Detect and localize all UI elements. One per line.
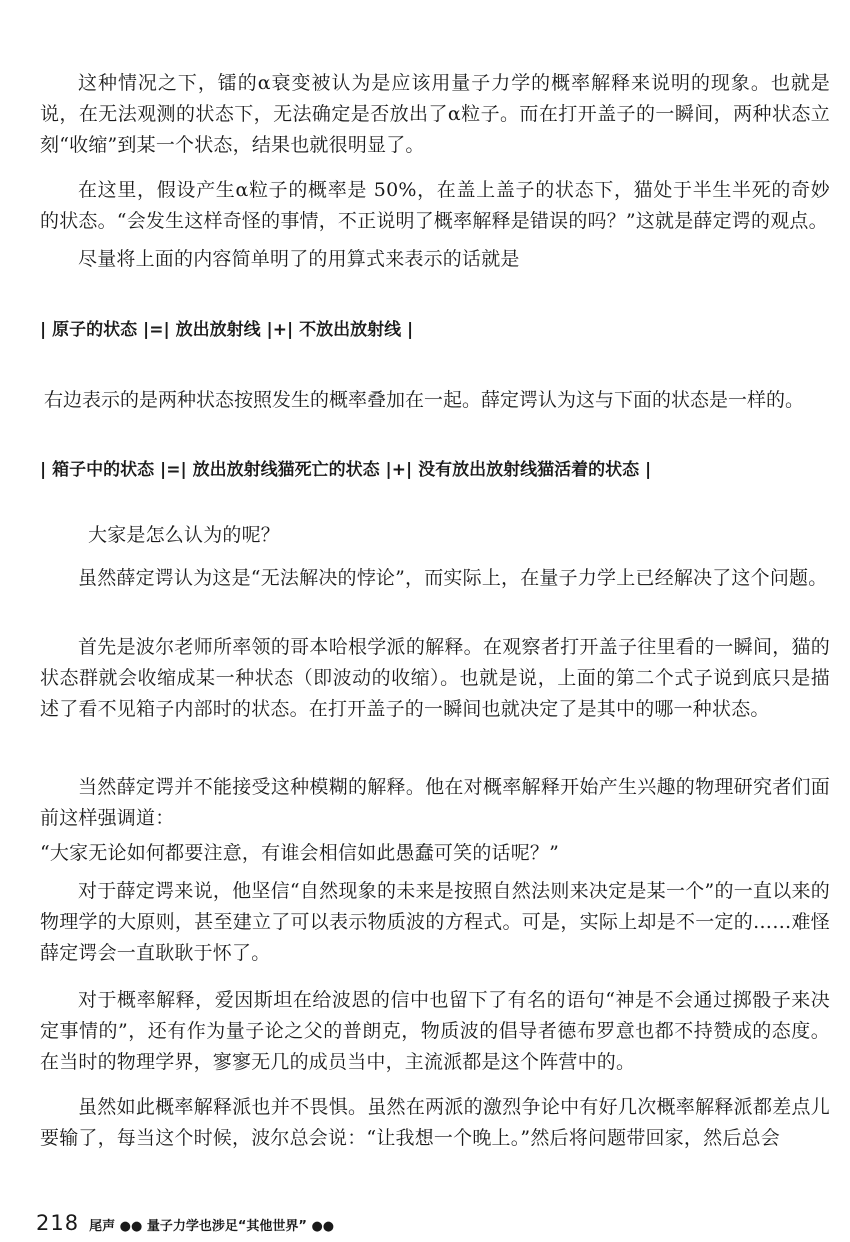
page-number: 218 (36, 1211, 80, 1235)
explanation-text: 右边表示的是两种状态按照发生的概率叠加在一起。薛定谔认为这与下面的状态是一样的。 (44, 389, 805, 411)
paragraph: 对于概率解释，爱因斯坦在给波恩的信中也留下了有名的语句“神是不会通过掷骰子来决定事情的”，还有作为量子论之父的普朗克，物质波的倡导者德布罗意也都不持赞成的态度。在当时的物理学界，寥寥无几的成员当中，主流派都是这个阵营中的。 (40, 989, 830, 1073)
page-footer (36, 1208, 736, 1235)
formula-atom-state: | 原子的状态 |=| 放出放射线 |+| 不放出放射线 | (40, 320, 414, 340)
paragraph: 虽然如此概率解释派也并不畏惧。虽然在两派的激烈争论中有好几次概率解释派都差点儿要输了，每当这个时候，波尔总会说：“让我想一个晚上。”然后将问题带回家，然后总会 (40, 1096, 830, 1149)
formula-box-state: | 箱子中的状态 |=| 放出放射线猫死亡的状态 |+| 没有放出放射线猫活着的状态 | (40, 460, 652, 480)
quote-paragraph: “大家无论如何都要注意，有谁会相信如此愚蠢可笑的话呢？” (40, 842, 560, 864)
paragraph: 大家是怎么认为的呢？ (88, 524, 281, 546)
paragraph: 对于薛定谔来说，他坚信“自然现象的未来是按照自然法则来决定是某一个”的一直以来的物理学的大原则，甚至建立了可以表示物质波的方程式。可是，实际上却是不一定的……难怪薛定谔会一直耿耿于怀了。 (40, 880, 830, 964)
paragraph: 首先是波尔老师所率领的哥本哈根学派的解释。在观察者打开盖子往里看的一瞬间，猫的状态群就会收缩成某一种状态（即波动的收缩）。也就是说，上面的第二个式子说到底只是描述了看不见箱子内部时的状态。在打开盖子的一瞬间也就决定了是其中的哪一种状态。 (40, 636, 830, 720)
running-title: 尾声 ●● 量子力学也涉足“其他世界” ●● (89, 1219, 335, 1234)
paragraph: 在这里，假设产生α粒子的概率是 50%，在盖上盖子的状态下，猫处于半生半死的奇妙的状态。“会发生这样奇怪的事情，不正说明了概率解释是错误的吗？”这就是薛定谔的观点。 (40, 179, 830, 232)
paragraph: 虽然薛定谔认为这是“无法解决的悖论”，而实际上，在量子力学上已经解决了这个问题。 (78, 567, 828, 589)
paragraph: 当然薛定谔并不能接受这种模糊的解释。他在对概率解释开始产生兴趣的物理研究者们面前这样强调道： (40, 776, 830, 829)
paragraph: 尽量将上面的内容简单明了的用算式来表示的话就是 (78, 248, 520, 270)
paragraph: 这种情况之下，镭的α衰变被认为是应该用量子力学的概率解释来说明的现象。也就是说，在无法观测的状态下，无法确定是否放出了α粒子。而在打开盖子的一瞬间，两种状态立刻“收缩”到某一个状态，结果也就很明显了。 (40, 72, 830, 156)
